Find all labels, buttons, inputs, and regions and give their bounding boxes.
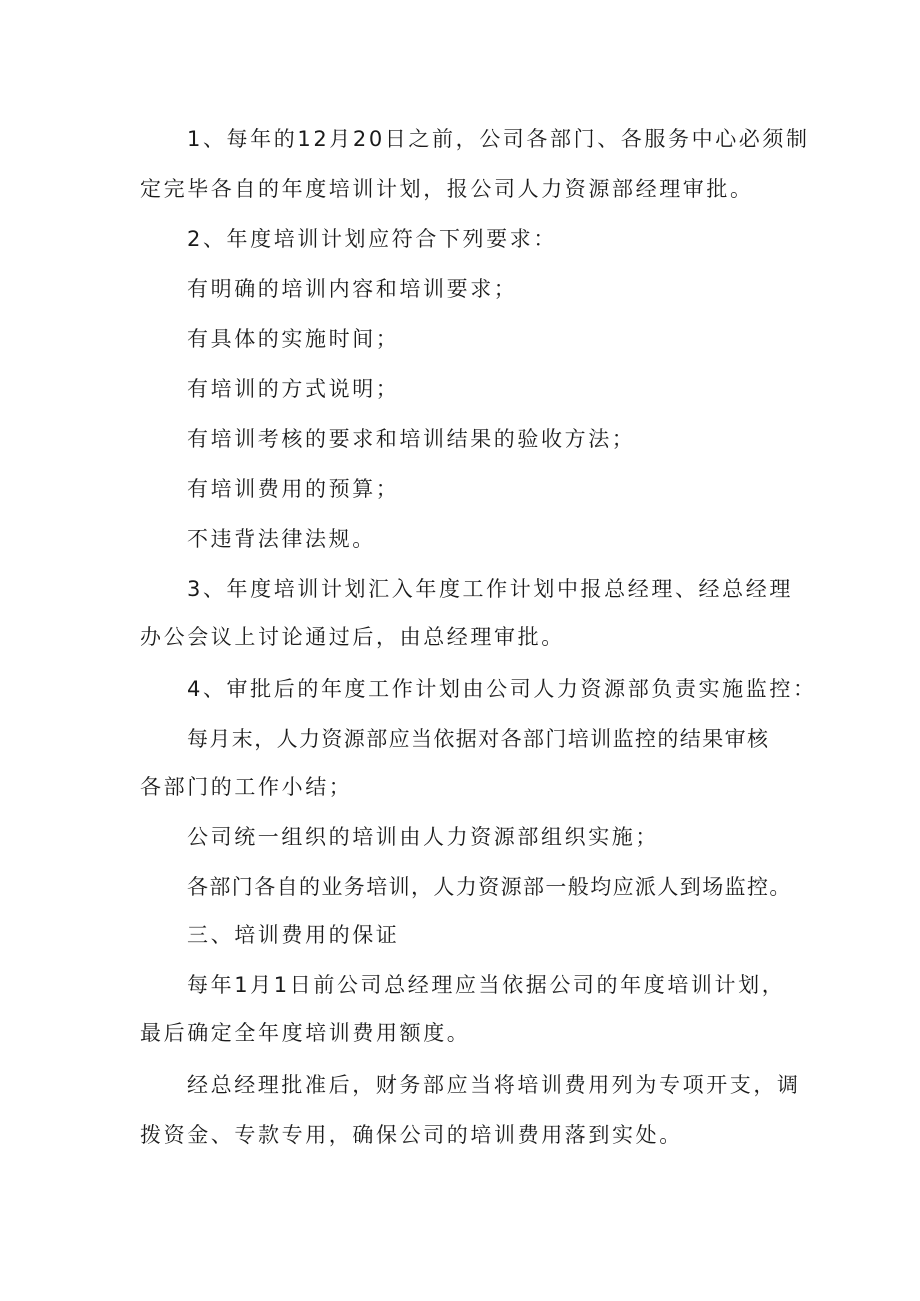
monitoring-item-2: 公司统一组织的培训由人力资源部组织实施；: [187, 825, 659, 849]
requirement-item-3: 有培训的方式说明；: [187, 377, 400, 401]
requirement-item-5: 有培训费用的预算；: [187, 477, 400, 501]
paragraph-2-heading: 2、年度培训计划应符合下列要求：: [187, 227, 557, 251]
cost-paragraph-1-line-1: 每年1月1日前公司总经理应当依据公司的年度培训计划，: [187, 973, 786, 997]
section-heading-training-costs: 三、培训费用的保证: [187, 923, 400, 947]
cost-paragraph-1-line-2: 最后确定全年度培训费用额度。: [140, 1021, 471, 1045]
paragraph-1-line-2: 定完毕各自的年度培训计划，报公司人力资源部经理审批。: [140, 177, 754, 201]
paragraph-3-line-1: 3、年度培训计划汇入年度工作计划中报总经理、经总经理: [187, 577, 793, 601]
cost-paragraph-2-line-1: 经总经理批准后，财务部应当将培训费用列为专项开支，调: [187, 1073, 801, 1097]
requirement-item-2: 有具体的实施时间；: [187, 327, 400, 351]
paragraph-4-heading: 4、审批后的年度工作计划由公司人力资源部负责实施监控：: [187, 677, 817, 701]
requirement-item-4: 有培训考核的要求和培训结果的验收方法；: [187, 427, 636, 451]
monitoring-item-1-line-2: 各部门的工作小结；: [140, 775, 353, 799]
cost-paragraph-2-line-2: 拨资金、专款专用，确保公司的培训费用落到实处。: [140, 1123, 683, 1147]
monitoring-item-3: 各部门各自的业务培训，人力资源部一般均应派人到场监控。: [187, 875, 792, 899]
paragraph-3-line-2: 办公会议上讨论通过后，由总经理审批。: [140, 625, 565, 649]
paragraph-1-line-1: 1、每年的12月20日之前，公司各部门、各服务中心必须制: [187, 127, 810, 151]
requirement-item-1: 有明确的培训内容和培训要求；: [187, 277, 518, 301]
requirement-item-6: 不违背法律法规。: [187, 527, 376, 551]
monitoring-item-1-line-1: 每月末，人力资源部应当依据对各部门培训监控的结果审核: [187, 727, 770, 751]
